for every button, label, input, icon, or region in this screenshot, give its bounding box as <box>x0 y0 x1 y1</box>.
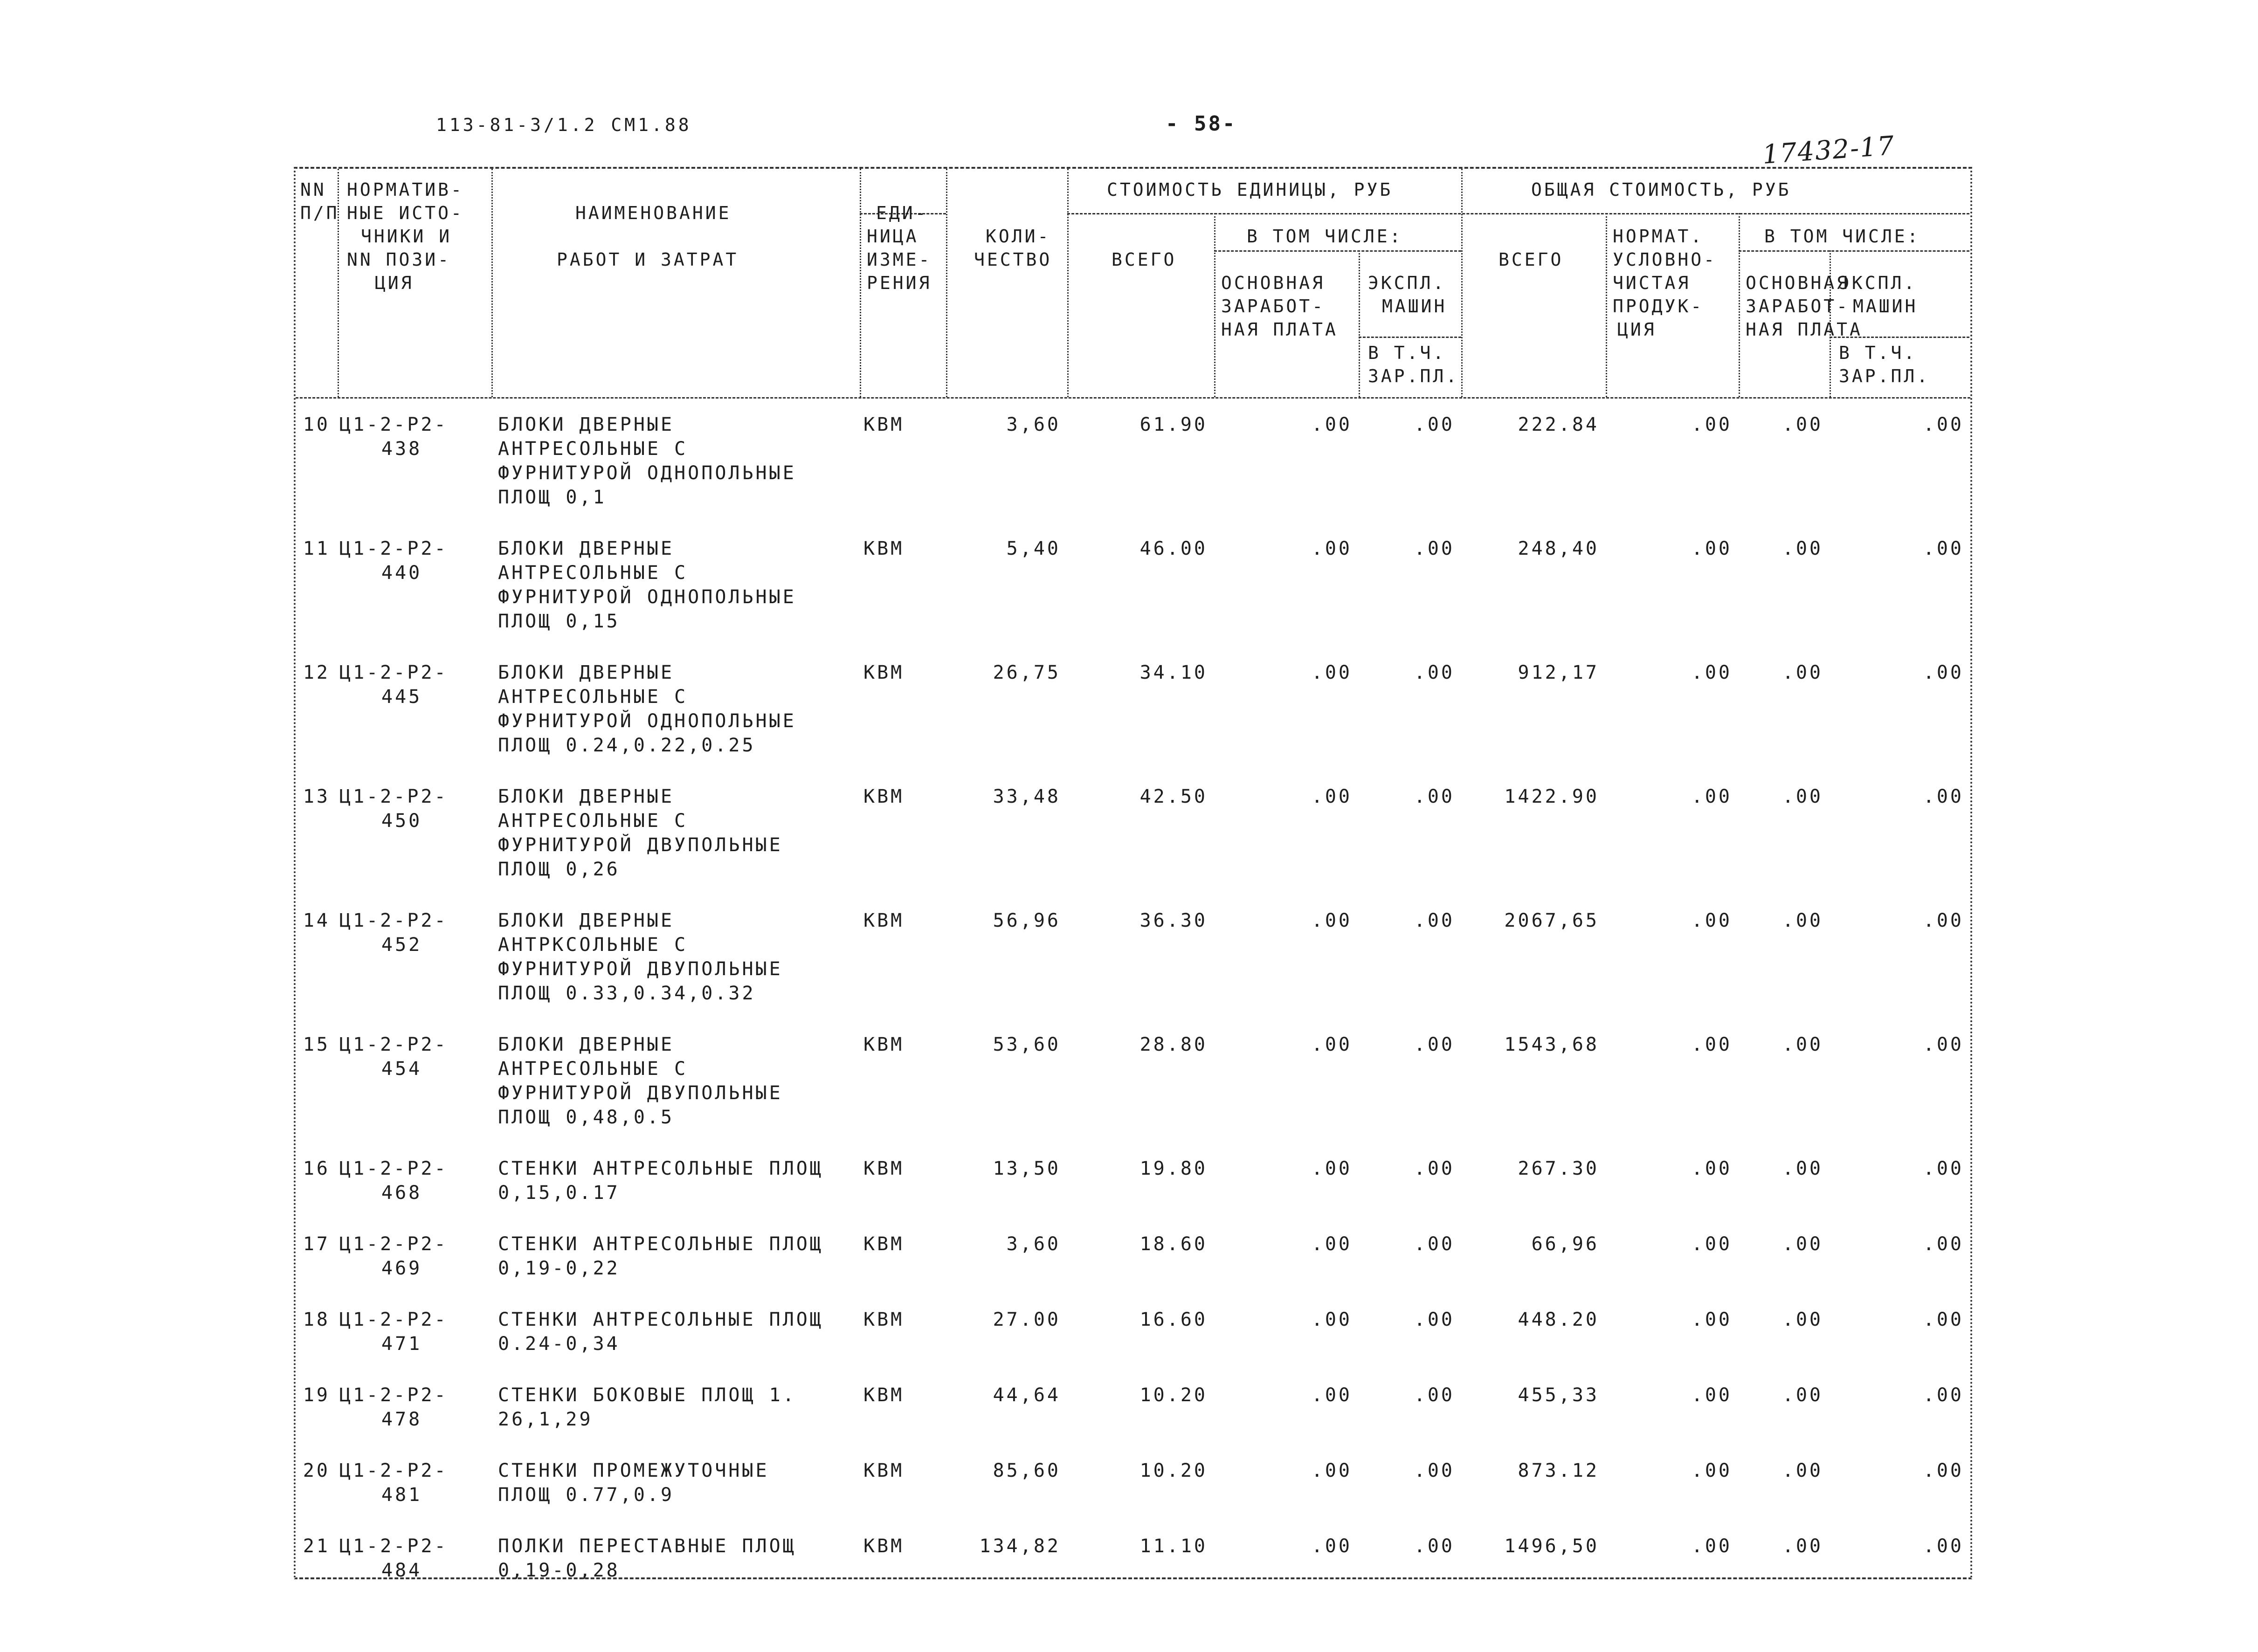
row-name <box>491 771 860 895</box>
total-wage-3: НАЯ ПЛАТА <box>1746 319 1863 340</box>
row-code <box>338 895 491 1019</box>
row-code-line: Ц1-2-Р2- <box>339 414 448 435</box>
row-wage: .00 <box>1782 1233 1823 1255</box>
row-code-line: Ц1-2-Р2- <box>339 1309 448 1330</box>
col-qty-1: КОЛИ- <box>986 226 1051 247</box>
row-qty: 134,82 <box>979 1535 1061 1557</box>
row-wage: .00 <box>1782 1158 1823 1179</box>
row-code <box>338 1521 491 1597</box>
row-unit-wage: .00 <box>1311 662 1352 683</box>
row-name <box>491 1370 860 1446</box>
row-unit-machine: .00 <box>1414 1158 1455 1179</box>
row-code-line: 468 <box>381 1182 422 1204</box>
row-unit-total: 10.20 <box>1139 1460 1208 1481</box>
row-code-line: 484 <box>381 1560 422 1581</box>
row-qty: 5,40 <box>1006 538 1061 559</box>
row-unit: КВМ <box>863 910 905 931</box>
table-row <box>296 1370 1970 1446</box>
row-wage: .00 <box>1782 1384 1823 1406</box>
row-unit: КВМ <box>863 1233 905 1255</box>
unit-machine-1: ЭКСПЛ. <box>1368 273 1446 293</box>
row-unit: КВМ <box>863 1535 905 1557</box>
table-row <box>296 1294 1970 1370</box>
row-machine: .00 <box>1923 786 1964 807</box>
row-unit-machine: .00 <box>1414 414 1455 435</box>
row-code-line: 450 <box>381 810 422 832</box>
row-qty: 3,60 <box>1006 414 1061 435</box>
row-code-line: 478 <box>381 1409 422 1430</box>
row-qty: 85,60 <box>993 1460 1061 1481</box>
row-qty: 13,50 <box>993 1158 1061 1179</box>
row-number: 14 <box>303 910 330 931</box>
row-number: 10 <box>303 414 330 435</box>
total-incl-wage-1: В Т.Ч. <box>1839 343 1917 363</box>
row-machine: .00 <box>1923 1460 1964 1481</box>
row-unit-machine: .00 <box>1414 538 1455 559</box>
row-norm: .00 <box>1691 1034 1732 1055</box>
row-code-line: Ц1-2-Р2- <box>339 1034 448 1055</box>
row-wage: .00 <box>1782 538 1823 559</box>
row-code-line: Ц1-2-Р2- <box>339 1460 448 1481</box>
row-name-line: СТЕНКИ АНТРЕСОЛЬНЫЕ ПЛОЩ <box>498 1158 823 1179</box>
col-nn-line1: NN <box>300 179 326 200</box>
page-number: - 58- <box>1166 112 1237 136</box>
row-total: 2067,65 <box>1504 910 1599 931</box>
col-name-line2: РАБОТ И ЗАТРАТ <box>557 249 739 270</box>
row-norm: .00 <box>1691 538 1732 559</box>
row-norm: .00 <box>1691 1158 1732 1179</box>
row-code-line: Ц1-2-Р2- <box>339 538 448 559</box>
row-name-line: ПЛОЩ 0,48,0.5 <box>498 1107 675 1128</box>
table-row <box>296 647 1970 771</box>
row-total: 1543,68 <box>1504 1034 1599 1055</box>
row-unit-total: 18.60 <box>1139 1233 1208 1255</box>
row-code-line: 469 <box>381 1258 422 1279</box>
unit-cost-total: ВСЕГО <box>1112 249 1177 270</box>
table-row <box>296 895 1970 1019</box>
row-name-line: 0,19-0,28 <box>498 1560 620 1581</box>
col-norm-src-3: ЧНИКИ И <box>361 226 452 247</box>
norm-4: ПРОДУК- <box>1613 296 1704 317</box>
row-code <box>338 647 491 771</box>
row-unit: КВМ <box>863 1460 905 1481</box>
row-name-line: БЛОКИ ДВЕРНЫЕ <box>498 786 675 807</box>
row-name-line: ФУРНИТУРОЙ ОДНОПОЛЬНЫЕ <box>498 586 796 608</box>
row-unit-machine: .00 <box>1414 1034 1455 1055</box>
row-total: 912,17 <box>1518 662 1599 683</box>
norm-2: УСЛОВНО- <box>1613 249 1717 270</box>
col-unit-1: ЕДИ- <box>876 203 928 223</box>
row-norm: .00 <box>1691 414 1732 435</box>
total-incl: В ТОМ ЧИСЛЕ: <box>1764 226 1920 247</box>
row-name-line: АНТРЕСОЛЬНЫЕ С <box>498 562 688 584</box>
row-name-line: БЛОКИ ДВЕРНЫЕ <box>498 1034 675 1055</box>
row-code <box>338 771 491 895</box>
doc-code: 113-81-3/1.2 СМ1.88 <box>436 115 692 135</box>
row-code-line: Ц1-2-Р2- <box>339 1384 448 1406</box>
row-norm: .00 <box>1691 1460 1732 1481</box>
row-machine: .00 <box>1923 1535 1964 1557</box>
row-total: 267.30 <box>1518 1158 1599 1179</box>
row-name-line: АНТРЕСОЛЬНЫЕ С <box>498 1058 688 1080</box>
row-unit: КВМ <box>863 1158 905 1179</box>
row-unit-total: 28.80 <box>1139 1034 1208 1055</box>
row-unit-machine: .00 <box>1414 910 1455 931</box>
row-wage: .00 <box>1782 786 1823 807</box>
row-name <box>491 1219 860 1294</box>
row-unit-total: 42.50 <box>1139 786 1208 807</box>
row-qty: 53,60 <box>993 1034 1061 1055</box>
row-unit-wage: .00 <box>1311 538 1352 559</box>
row-wage: .00 <box>1782 662 1823 683</box>
row-name-line: БЛОКИ ДВЕРНЫЕ <box>498 910 675 931</box>
row-code-line: Ц1-2-Р2- <box>339 910 448 931</box>
row-unit: КВМ <box>863 786 905 807</box>
row-unit-wage: .00 <box>1311 1233 1352 1255</box>
row-code-line: Ц1-2-Р2- <box>339 1535 448 1557</box>
row-total: 448.20 <box>1518 1309 1599 1330</box>
row-code-line: Ц1-2-Р2- <box>339 1158 448 1179</box>
row-name-line: СТЕНКИ АНТРЕСОЛЬНЫЕ ПЛОЩ <box>498 1233 823 1255</box>
row-unit-total: 61.90 <box>1139 414 1208 435</box>
row-qty: 56,96 <box>993 910 1061 931</box>
row-code-line: 438 <box>381 438 422 460</box>
row-norm: .00 <box>1691 1384 1732 1406</box>
row-name-line: ПЛОЩ 0.33,0.34,0.32 <box>498 983 756 1004</box>
row-total: 1496,50 <box>1504 1535 1599 1557</box>
row-norm: .00 <box>1691 662 1732 683</box>
unit-cost-incl: В ТОМ ЧИСЛЕ: <box>1247 226 1403 247</box>
row-name-line: СТЕНКИ БОКОВЫЕ ПЛОЩ 1. <box>498 1384 796 1406</box>
row-unit-total: 10.20 <box>1139 1384 1208 1406</box>
row-code <box>338 1143 491 1219</box>
row-total: 66,96 <box>1531 1233 1599 1255</box>
unit-wage-3: НАЯ ПЛАТА <box>1221 319 1338 340</box>
row-wage: .00 <box>1782 1535 1823 1557</box>
row-code <box>338 523 491 647</box>
table-row <box>296 1019 1970 1143</box>
row-name <box>491 1019 860 1143</box>
row-unit-wage: .00 <box>1311 1309 1352 1330</box>
row-unit-wage: .00 <box>1311 1384 1352 1406</box>
row-total: 873.12 <box>1518 1460 1599 1481</box>
row-wage: .00 <box>1782 1034 1823 1055</box>
row-unit-wage: .00 <box>1311 1460 1352 1481</box>
row-number: 19 <box>303 1384 330 1406</box>
unit-cost-group: СТОИМОСТЬ ЕДИНИЦЫ, РУБ <box>1107 179 1393 200</box>
row-total: 1422.90 <box>1504 786 1599 807</box>
row-name-line: ПЛОЩ 0,1 <box>498 487 607 508</box>
row-code-line: 471 <box>381 1333 422 1355</box>
table-row <box>296 1143 1970 1219</box>
row-name-line: ФУРНИТУРОЙ ОДНОПОЛЬНЫЕ <box>498 462 796 484</box>
row-unit-total: 36.30 <box>1139 910 1208 931</box>
row-code-line: 452 <box>381 934 422 956</box>
row-machine: .00 <box>1923 662 1964 683</box>
row-name-line: СТЕНКИ ПРОМЕЖУТОЧНЫЕ <box>498 1460 769 1481</box>
row-total: 248,40 <box>1518 538 1599 559</box>
row-code-line: 445 <box>381 686 422 708</box>
row-number: 12 <box>303 662 330 683</box>
row-code-line: 454 <box>381 1058 422 1080</box>
row-name-line: ФУРНИТУРОЙ ДВУПОЛЬНЫЕ <box>498 1082 783 1104</box>
col-nn-line2: П/П <box>300 203 339 223</box>
total-machine-2: МАШИН <box>1853 296 1918 317</box>
col-name-line1: НАИМЕНОВАНИЕ <box>575 203 732 223</box>
row-unit-total: 11.10 <box>1139 1535 1208 1557</box>
row-name-line: ФУРНИТУРОЙ ДВУПОЛЬНЫЕ <box>498 834 783 856</box>
row-name-line: БЛОКИ ДВЕРНЫЕ <box>498 662 675 683</box>
row-unit: КВМ <box>863 414 905 435</box>
row-number: 20 <box>303 1460 330 1481</box>
row-wage: .00 <box>1782 1460 1823 1481</box>
row-wage: .00 <box>1782 1309 1823 1330</box>
table-row <box>296 1219 1970 1294</box>
row-unit-machine: .00 <box>1414 1309 1455 1330</box>
row-unit: КВМ <box>863 1384 905 1406</box>
row-qty: 44,64 <box>993 1384 1061 1406</box>
row-name-line: ФУРНИТУРОЙ ДВУПОЛЬНЫЕ <box>498 958 783 980</box>
row-name-line: АНТРЕСОЛЬНЫЕ С <box>498 810 688 832</box>
row-total: 222.84 <box>1518 414 1599 435</box>
row-number: 21 <box>303 1535 330 1557</box>
table-row <box>296 1446 1970 1521</box>
row-unit: КВМ <box>863 1034 905 1055</box>
row-number: 15 <box>303 1034 330 1055</box>
row-norm: .00 <box>1691 1535 1732 1557</box>
total-incl-wage-2: ЗАР.ПЛ. <box>1839 366 1930 386</box>
row-code-line: Ц1-2-Р2- <box>339 786 448 807</box>
row-number: 11 <box>303 538 330 559</box>
row-machine: .00 <box>1923 538 1964 559</box>
row-machine: .00 <box>1923 1158 1964 1179</box>
handwritten-number: 17432-17 <box>1761 131 1896 170</box>
row-unit-wage: .00 <box>1311 910 1352 931</box>
row-name-line: ПЛОЩ 0,15 <box>498 611 620 632</box>
row-name-line: 26,1,29 <box>498 1409 593 1430</box>
row-unit-total: 19.80 <box>1139 1158 1208 1179</box>
estimate-rows <box>296 399 1970 1597</box>
row-unit: КВМ <box>863 1309 905 1330</box>
row-qty: 3,60 <box>1006 1233 1061 1255</box>
col-qty-2: ЧЕСТВО <box>974 249 1052 270</box>
row-unit-wage: .00 <box>1311 786 1352 807</box>
total-wage-2: ЗАРАБОТ- <box>1746 296 1850 317</box>
col-norm-src-2: НЫЕ ИСТО- <box>347 203 464 223</box>
row-qty: 26,75 <box>993 662 1061 683</box>
table-row <box>296 523 1970 647</box>
row-unit-total: 34.10 <box>1139 662 1208 683</box>
row-unit-total: 46.00 <box>1139 538 1208 559</box>
row-qty: 33,48 <box>993 786 1061 807</box>
row-unit-machine: .00 <box>1414 1535 1455 1557</box>
row-name-line: СТЕНКИ АНТРЕСОЛЬНЫЕ ПЛОЩ <box>498 1309 823 1330</box>
table-row <box>296 399 1970 523</box>
row-unit-wage: .00 <box>1311 414 1352 435</box>
row-name <box>491 1446 860 1521</box>
row-unit-total: 16.60 <box>1139 1309 1208 1330</box>
row-unit: КВМ <box>863 538 905 559</box>
total-machine-1: ЭКСПЛ. <box>1839 273 1917 293</box>
row-name-line: АНТРЕСОЛЬНЫЕ С <box>498 686 688 708</box>
row-unit-machine: .00 <box>1414 1460 1455 1481</box>
unit-incl-wage-1: В Т.Ч. <box>1368 343 1446 363</box>
row-unit-machine: .00 <box>1414 1384 1455 1406</box>
row-norm: .00 <box>1691 1233 1732 1255</box>
total-wage-1: ОСНОВНАЯ <box>1746 273 1850 293</box>
row-machine: .00 <box>1923 1233 1964 1255</box>
row-code <box>338 1294 491 1370</box>
row-name-line: БЛОКИ ДВЕРНЫЕ <box>498 538 675 559</box>
col-norm-src-4: NN ПОЗИ- <box>347 249 451 270</box>
row-machine: .00 <box>1923 1309 1964 1330</box>
col-unit-2: НИЦА <box>867 226 919 247</box>
total-cost-total: ВСЕГО <box>1498 249 1564 270</box>
row-total: 455,33 <box>1518 1384 1599 1406</box>
row-code <box>338 1370 491 1446</box>
row-machine: .00 <box>1923 1034 1964 1055</box>
unit-wage-2: ЗАРАБОТ- <box>1221 296 1326 317</box>
row-wage: .00 <box>1782 910 1823 931</box>
row-number: 18 <box>303 1309 330 1330</box>
norm-1: НОРМАТ. <box>1613 226 1704 247</box>
row-code-line: 481 <box>381 1484 422 1506</box>
table-row <box>296 1521 1970 1597</box>
row-name-line: ПЛОЩ 0.77,0.9 <box>498 1484 675 1506</box>
row-name-line: 0.24-0,34 <box>498 1333 620 1355</box>
unit-machine-2: МАШИН <box>1382 296 1447 317</box>
row-unit-wage: .00 <box>1311 1034 1352 1055</box>
row-number: 16 <box>303 1158 330 1179</box>
row-code-line: 440 <box>381 562 422 584</box>
row-number: 13 <box>303 786 330 807</box>
row-code <box>338 1219 491 1294</box>
row-unit: КВМ <box>863 662 905 683</box>
row-code <box>338 399 491 523</box>
row-name-line: ПОЛКИ ПЕРЕСТАВНЫЕ ПЛОЩ <box>498 1535 796 1557</box>
row-name <box>491 523 860 647</box>
row-name <box>491 1521 860 1597</box>
norm-3: ЧИСТАЯ <box>1613 273 1691 293</box>
row-machine: .00 <box>1923 910 1964 931</box>
row-machine: .00 <box>1923 414 1964 435</box>
table-row <box>296 771 1970 895</box>
row-norm: .00 <box>1691 1309 1732 1330</box>
total-cost-group: ОБЩАЯ СТОИМОСТЬ, РУБ <box>1531 179 1791 200</box>
row-code-line: Ц1-2-Р2- <box>339 1233 448 1255</box>
unit-incl-wage-2: ЗАР.ПЛ. <box>1368 366 1459 386</box>
row-name <box>491 647 860 771</box>
row-code <box>338 1019 491 1143</box>
row-qty: 27.00 <box>993 1309 1061 1330</box>
row-name-line: АНТРКСОЛЬНЫЕ С <box>498 934 688 956</box>
norm-5: ЦИЯ <box>1617 319 1657 340</box>
row-name-line: 0,19-0,22 <box>498 1258 620 1279</box>
row-name <box>491 399 860 523</box>
row-name-line: АНТРЕСОЛЬНЫЕ С <box>498 438 688 460</box>
unit-wage-1: ОСНОВНАЯ <box>1221 273 1326 293</box>
col-unit-4: РЕНИЯ <box>867 273 932 293</box>
row-number: 17 <box>303 1233 330 1255</box>
row-name-line: БЛОКИ ДВЕРНЫЕ <box>498 414 675 435</box>
col-unit-3: ИЗМЕ- <box>867 249 932 270</box>
row-wage: .00 <box>1782 414 1823 435</box>
estimate-table <box>294 167 1972 1579</box>
row-unit-machine: .00 <box>1414 662 1455 683</box>
row-name-line: 0,15,0.17 <box>498 1182 620 1204</box>
row-name-line: ПЛОЩ 0,26 <box>498 859 620 880</box>
row-unit-wage: .00 <box>1311 1158 1352 1179</box>
row-name <box>491 1294 860 1370</box>
row-code <box>338 1446 491 1521</box>
row-unit-machine: .00 <box>1414 1233 1455 1255</box>
row-name <box>491 1143 860 1219</box>
row-code-line: Ц1-2-Р2- <box>339 662 448 683</box>
row-unit-wage: .00 <box>1311 1535 1352 1557</box>
row-name-line: ФУРНИТУРОЙ ОДНОПОЛЬНЫЕ <box>498 710 796 732</box>
row-machine: .00 <box>1923 1384 1964 1406</box>
row-norm: .00 <box>1691 910 1732 931</box>
col-norm-src-1: НОРМАТИВ- <box>347 179 464 200</box>
row-norm: .00 <box>1691 786 1732 807</box>
row-name <box>491 895 860 1019</box>
row-name-line: ПЛОЩ 0.24,0.22,0.25 <box>498 735 756 756</box>
col-norm-src-5: ЦИЯ <box>375 273 414 293</box>
row-unit-machine: .00 <box>1414 786 1455 807</box>
